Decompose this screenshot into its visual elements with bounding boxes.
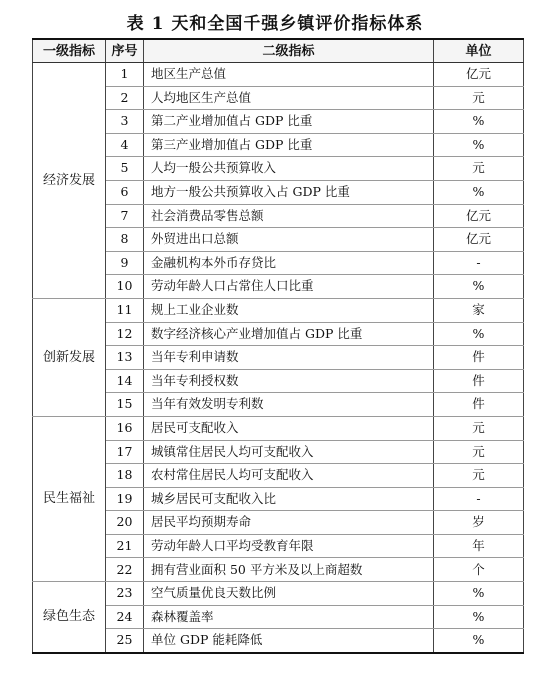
row-number: 22 bbox=[106, 558, 144, 582]
indicator-name: 金融机构本外币存贷比 bbox=[144, 251, 434, 275]
table-row bbox=[33, 369, 524, 393]
table-header-row bbox=[33, 39, 524, 63]
indicator-name: 第二产业增加值占 GDP 比重 bbox=[144, 110, 434, 134]
row-number: 23 bbox=[106, 582, 144, 606]
row-number: 20 bbox=[106, 511, 144, 535]
row-number: 25 bbox=[106, 629, 144, 653]
row-number: 19 bbox=[106, 487, 144, 511]
table-row bbox=[33, 133, 524, 157]
table-row bbox=[33, 582, 524, 606]
unit-cell: % bbox=[434, 275, 524, 299]
indicator-name: 城镇常住居民人均可支配收入 bbox=[144, 440, 434, 464]
indicator-name: 居民平均预期寿命 bbox=[144, 511, 434, 535]
row-number: 9 bbox=[106, 251, 144, 275]
row-number: 1 bbox=[106, 63, 144, 87]
row-number: 13 bbox=[106, 346, 144, 370]
unit-cell: 元 bbox=[434, 157, 524, 181]
category-cell: 经济发展 bbox=[33, 63, 106, 299]
unit-cell: % bbox=[434, 133, 524, 157]
table-body bbox=[33, 63, 524, 653]
table-row bbox=[33, 204, 524, 228]
table-row bbox=[33, 298, 524, 322]
table-row bbox=[33, 558, 524, 582]
unit-cell: - bbox=[434, 487, 524, 511]
row-number: 18 bbox=[106, 464, 144, 488]
header-level1: 一级指标 bbox=[33, 39, 106, 63]
indicator-name: 农村常住居民人均可支配收入 bbox=[144, 464, 434, 488]
indicator-name: 单位 GDP 能耗降低 bbox=[144, 629, 434, 653]
row-number: 2 bbox=[106, 86, 144, 110]
table-row bbox=[33, 63, 524, 87]
indicator-name: 当年专利授权数 bbox=[144, 369, 434, 393]
category-cell: 绿色生态 bbox=[33, 582, 106, 653]
indicator-name: 地方一般公共预算收入占 GDP 比重 bbox=[144, 180, 434, 204]
unit-cell: 个 bbox=[434, 558, 524, 582]
unit-cell: 亿元 bbox=[434, 63, 524, 87]
table-row bbox=[33, 86, 524, 110]
unit-cell: 亿元 bbox=[434, 204, 524, 228]
table-row bbox=[33, 110, 524, 134]
row-number: 8 bbox=[106, 228, 144, 252]
indicator-name: 森林覆盖率 bbox=[144, 605, 434, 629]
unit-cell: 元 bbox=[434, 464, 524, 488]
header-number: 序号 bbox=[106, 39, 144, 63]
header-level2: 二级指标 bbox=[144, 39, 434, 63]
row-number: 14 bbox=[106, 369, 144, 393]
row-number: 7 bbox=[106, 204, 144, 228]
table-row bbox=[33, 440, 524, 464]
row-number: 16 bbox=[106, 416, 144, 440]
row-number: 3 bbox=[106, 110, 144, 134]
indicator-name: 地区生产总值 bbox=[144, 63, 434, 87]
unit-cell: 家 bbox=[434, 298, 524, 322]
table-row bbox=[33, 629, 524, 653]
unit-cell: 元 bbox=[434, 440, 524, 464]
table-row bbox=[33, 487, 524, 511]
row-number: 17 bbox=[106, 440, 144, 464]
indicator-name: 当年专利申请数 bbox=[144, 346, 434, 370]
indicator-name: 规上工业企业数 bbox=[144, 298, 434, 322]
unit-cell: 件 bbox=[434, 369, 524, 393]
row-number: 12 bbox=[106, 322, 144, 346]
unit-cell: 元 bbox=[434, 416, 524, 440]
indicator-name: 当年有效发明专利数 bbox=[144, 393, 434, 417]
unit-cell: % bbox=[434, 180, 524, 204]
row-number: 21 bbox=[106, 534, 144, 558]
table-title: 表 1 天和全国千强乡镇评价指标体系 bbox=[126, 14, 424, 34]
unit-cell: 件 bbox=[434, 346, 524, 370]
table-row bbox=[33, 275, 524, 299]
indicator-name: 空气质量优良天数比例 bbox=[144, 582, 434, 606]
unit-cell: - bbox=[434, 251, 524, 275]
table-row bbox=[33, 157, 524, 181]
indicator-name: 外贸进出口总额 bbox=[144, 228, 434, 252]
table-row bbox=[33, 464, 524, 488]
indicator-name: 第三产业增加值占 GDP 比重 bbox=[144, 133, 434, 157]
row-number: 5 bbox=[106, 157, 144, 181]
row-number: 15 bbox=[106, 393, 144, 417]
table-row bbox=[33, 180, 524, 204]
indicator-name: 人均一般公共预算收入 bbox=[144, 157, 434, 181]
table-row bbox=[33, 534, 524, 558]
indicator-name: 劳动年龄人口平均受教育年限 bbox=[144, 534, 434, 558]
indicator-table bbox=[32, 38, 524, 654]
unit-cell: % bbox=[434, 322, 524, 346]
indicator-name: 拥有营业面积 50 平方米及以上商超数 bbox=[144, 558, 434, 582]
indicator-name: 人均地区生产总值 bbox=[144, 86, 434, 110]
indicator-name: 劳动年龄人口占常住人口比重 bbox=[144, 275, 434, 299]
table-row bbox=[33, 605, 524, 629]
unit-cell: % bbox=[434, 582, 524, 606]
table-row bbox=[33, 251, 524, 275]
unit-cell: 元 bbox=[434, 86, 524, 110]
table-row bbox=[33, 416, 524, 440]
unit-cell: % bbox=[434, 605, 524, 629]
category-cell: 创新发展 bbox=[33, 298, 106, 416]
row-number: 6 bbox=[106, 180, 144, 204]
unit-cell: 亿元 bbox=[434, 228, 524, 252]
table-row bbox=[33, 346, 524, 370]
indicator-name: 居民可支配收入 bbox=[144, 416, 434, 440]
header-unit: 单位 bbox=[434, 39, 524, 63]
unit-cell: % bbox=[434, 110, 524, 134]
row-number: 11 bbox=[106, 298, 144, 322]
unit-cell: 件 bbox=[434, 393, 524, 417]
indicator-name: 数字经济核心产业增加值占 GDP 比重 bbox=[144, 322, 434, 346]
unit-cell: 年 bbox=[434, 534, 524, 558]
row-number: 24 bbox=[106, 605, 144, 629]
row-number: 4 bbox=[106, 133, 144, 157]
indicator-name: 城乡居民可支配收入比 bbox=[144, 487, 434, 511]
table-row bbox=[33, 511, 524, 535]
table-row bbox=[33, 228, 524, 252]
row-number: 10 bbox=[106, 275, 144, 299]
category-cell: 民生福祉 bbox=[33, 416, 106, 581]
unit-cell: % bbox=[434, 629, 524, 653]
table-row bbox=[33, 393, 524, 417]
indicator-name: 社会消费品零售总额 bbox=[144, 204, 434, 228]
table-row bbox=[33, 322, 524, 346]
unit-cell: 岁 bbox=[434, 511, 524, 535]
